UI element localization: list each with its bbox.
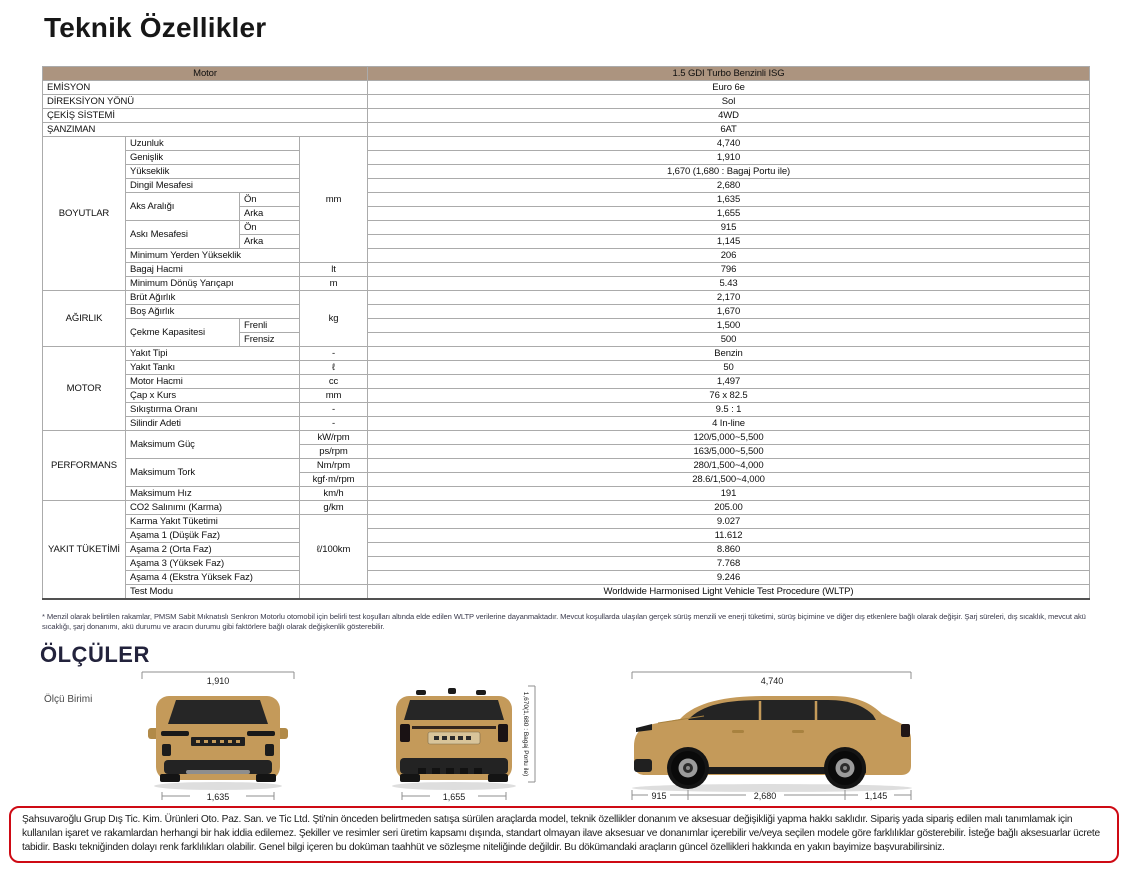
unit-label: Ölçü Birimi [44, 694, 93, 705]
dim-front-track-label: 1,635 [206, 792, 230, 802]
spec-value: 28.6/1,500~4,000 [368, 473, 1090, 487]
spec-value: 1,145 [368, 235, 1090, 249]
spec-label: Ön [240, 193, 300, 207]
spec-label: Minimum Dönüş Yarıçapı [126, 277, 300, 291]
spec-value: 1,500 [368, 319, 1090, 333]
section-agirlik: AĞIRLIK [43, 291, 126, 347]
spec-unit: - [300, 347, 368, 361]
side-view-figure [612, 664, 942, 812]
spec-label: Yakıt Tankı [126, 361, 300, 375]
spec-label: Aşama 4 (Ekstra Yüksek Faz) [126, 571, 300, 585]
spec-label: Ön [240, 221, 300, 235]
spec-unit: - [300, 417, 368, 431]
spec-value: 1,910 [368, 151, 1090, 165]
spec-unit: lt [300, 263, 368, 277]
spec-value: 915 [368, 221, 1090, 235]
spec-value: 120/5,000~5,500 [368, 431, 1090, 445]
dim-rear-track-label: 1,655 [442, 792, 466, 802]
spec-unit: kW/rpm [300, 431, 368, 445]
spec-label: Frenli [240, 319, 300, 333]
col-header-motor: Motor [43, 67, 368, 81]
page-title: Teknik Özellikler [44, 12, 267, 43]
spec-value: 163/5,000~5,500 [368, 445, 1090, 459]
spec-label: Brüt Ağırlık [126, 291, 300, 305]
spec-label: DİREKSİYON YÖNÜ [43, 95, 368, 109]
spec-label: Yakıt Tipi [126, 347, 300, 361]
spec-value: 6AT [368, 123, 1090, 137]
spec-value: 1,655 [368, 207, 1090, 221]
car-front-illustration [148, 696, 288, 790]
spec-label: Boş Ağırlık [126, 305, 300, 319]
dim-front-width [142, 672, 294, 686]
disclaimer-text: Şahsuvaroğlu Grup Dış Tic. Kim. Ürünleri Oto. Paz. San. ve Tic Ltd. Şti'nin önceden belirtmeden satışa sürülen araçlarda model, teknik özellikler donanım ve aksesuar değişikliği yapma hakkı saklıdır. Sipariş yada sipariş edilen malı tanımlamak için kullanılan işaret ve rakamlardan herhangi bir hak iddia edilemez. Şekiller ve resimler seri üretim kapsamı dışında, standart olmayan ilave aksesuar ve donanımlar içerebilir ve/veya seçilen modele göre farklılıklar gösterebilir. İsteğe bağlı aksesuarlar ücrete tabidir. Baskı tekniğinden dolayı renk farklılıkları olabilir. Genel bilgi içeren bu doküman taahhüt ve sözleşme niteliğinde değildir. Bu dökümandaki araçların güncel özellikleri hakkında en yakın bayimize başvurabilirsiniz. [22, 814, 1100, 854]
spec-label: Aks Aralığı [126, 193, 240, 221]
spec-label: Maksimum Tork [126, 459, 300, 487]
spec-unit: cc [300, 375, 368, 389]
dim-rear-height-label: 1,670(1,680 : Bagaj Portu ile) [522, 691, 529, 777]
spec-label: Sıkıştırma Oranı [126, 403, 300, 417]
dim-front-overhang-label: 915 [651, 791, 667, 801]
spec-value: Worldwide Harmonised Light Vehicle Test Procedure (WLTP) [368, 585, 1090, 600]
spec-value: 1,670 [368, 305, 1090, 319]
spec-unit: ℓ [300, 361, 368, 375]
rear-view-figure [372, 664, 567, 812]
spec-label: EMİSYON [43, 81, 368, 95]
dim-rear-overhang-label: 1,145 [864, 791, 888, 801]
spec-unit: mm [300, 389, 368, 403]
spec-label: ÇEKİŞ SİSTEMİ [43, 109, 368, 123]
spec-value: 1,670 (1,680 : Bagaj Portu ile) [368, 165, 1090, 179]
spec-label: Arka [240, 235, 300, 249]
spec-label: Test Modu [126, 585, 300, 600]
spec-value: 191 [368, 487, 1090, 501]
spec-label: Askı Mesafesi [126, 221, 240, 249]
car-rear-illustration [392, 688, 516, 790]
car-side-illustration [632, 696, 912, 792]
spec-value: 7.768 [368, 557, 1090, 571]
col-header-engine: 1.5 GDI Turbo Benzinli ISG [368, 67, 1090, 81]
section-motor: MOTOR [43, 347, 126, 431]
spec-label: Minimum Yerden Yükseklik [126, 249, 300, 263]
spec-label: Maksimum Hız [126, 487, 300, 501]
spec-value: 9.246 [368, 571, 1090, 585]
spec-label: CO2 Salınımı (Karma) [126, 501, 300, 515]
spec-unit: g/km [300, 501, 368, 515]
spec-value: 796 [368, 263, 1090, 277]
spec-label: Motor Hacmi [126, 375, 300, 389]
dim-wheelbase-label: 2,680 [753, 791, 777, 801]
spec-unit: m [300, 277, 368, 291]
spec-label: Arka [240, 207, 300, 221]
spec-label: Bagaj Hacmi [126, 263, 300, 277]
front-view-figure [128, 664, 308, 812]
spec-label: Frensiz [240, 333, 300, 347]
spec-table [42, 66, 1090, 600]
spec-value: 9.5 : 1 [368, 403, 1090, 417]
spec-label: Karma Yakıt Tüketimi [126, 515, 300, 529]
spec-value: 206 [368, 249, 1090, 263]
disclaimer-box [9, 806, 1119, 863]
spec-value: 4 In-line [368, 417, 1090, 431]
spec-value: Euro 6e [368, 81, 1090, 95]
spec-unit: km/h [300, 487, 368, 501]
spec-value: 5.43 [368, 277, 1090, 291]
dim-rear-height [522, 686, 535, 782]
spec-unit: Nm/rpm [300, 459, 368, 473]
spec-unit: ps/rpm [300, 445, 368, 459]
spec-table-body [43, 67, 1090, 600]
section-performans: PERFORMANS [43, 431, 126, 501]
dim-rear-track [402, 792, 506, 802]
spec-value: 50 [368, 361, 1090, 375]
spec-value: Benzin [368, 347, 1090, 361]
spec-label: Maksimum Güç [126, 431, 300, 459]
spec-value: 76 x 82.5 [368, 389, 1090, 403]
spec-value: 280/1,500~4,000 [368, 459, 1090, 473]
spec-value: 2,170 [368, 291, 1090, 305]
spec-value: 500 [368, 333, 1090, 347]
spec-unit: ℓ/100km [300, 515, 368, 585]
spec-value: 8.860 [368, 543, 1090, 557]
spec-value: Sol [368, 95, 1090, 109]
spec-label: Dingil Mesafesi [126, 179, 300, 193]
spec-label: Çekme Kapasitesi [126, 319, 240, 347]
section-yakit-tuketimi: YAKIT TÜKETİMİ [43, 501, 126, 600]
spec-label: Aşama 2 (Orta Faz) [126, 543, 300, 557]
spec-label: Silindir Adeti [126, 417, 300, 431]
spec-value: 2,680 [368, 179, 1090, 193]
spec-value: 1,497 [368, 375, 1090, 389]
spec-value: 11.612 [368, 529, 1090, 543]
spec-value: 9.027 [368, 515, 1090, 529]
footnote: * Menzil olarak belirtilen rakamlar, PMSM Sabit Mıknatıslı Senkron Motorlu otomobil için belirli test koşulları altında elde edilen WLTP verilerine dayanmaktadır. Mevcut koşullarda ulaşılan gerçek sürüş menzili ve enerji tüketimi, sürüş biçimine ve diğer dış etkenlere bağlı olarak değişir. Şarj süreleri, dış sıcaklık, mevcut akü sıcaklığı, şarj donanımı, akü durumu ve aracın durumu gibi faktörlere bağlı olarak değişkenlik gösterebilir. [42, 612, 1086, 631]
dim-front-track [162, 792, 274, 802]
spec-unit: kgf·m/rpm [300, 473, 368, 487]
spec-label: Uzunluk [126, 137, 300, 151]
spec-value: 1,635 [368, 193, 1090, 207]
spec-label: Genişlik [126, 151, 300, 165]
spec-label: ŞANZIMAN [43, 123, 368, 137]
spec-label: Çap x Kurs [126, 389, 300, 403]
spec-value: 4,740 [368, 137, 1090, 151]
spec-value: 4WD [368, 109, 1090, 123]
dim-side-length [632, 672, 911, 686]
spec-label: Aşama 3 (Yüksek Faz) [126, 557, 300, 571]
spec-value: 205.00 [368, 501, 1090, 515]
spec-label: Aşama 1 (Düşük Faz) [126, 529, 300, 543]
spec-unit [300, 585, 368, 600]
dim-side-segments [632, 790, 911, 801]
dim-side-length-label: 4,740 [760, 676, 784, 686]
spec-unit: kg [300, 291, 368, 347]
dim-front-width-label: 1,910 [206, 676, 230, 686]
olculer-heading: ÖLÇÜLER [40, 642, 150, 667]
spec-label: Yükseklik [126, 165, 300, 179]
spec-unit: mm [300, 137, 368, 263]
section-boyutlar: BOYUTLAR [43, 137, 126, 291]
spec-unit: - [300, 403, 368, 417]
